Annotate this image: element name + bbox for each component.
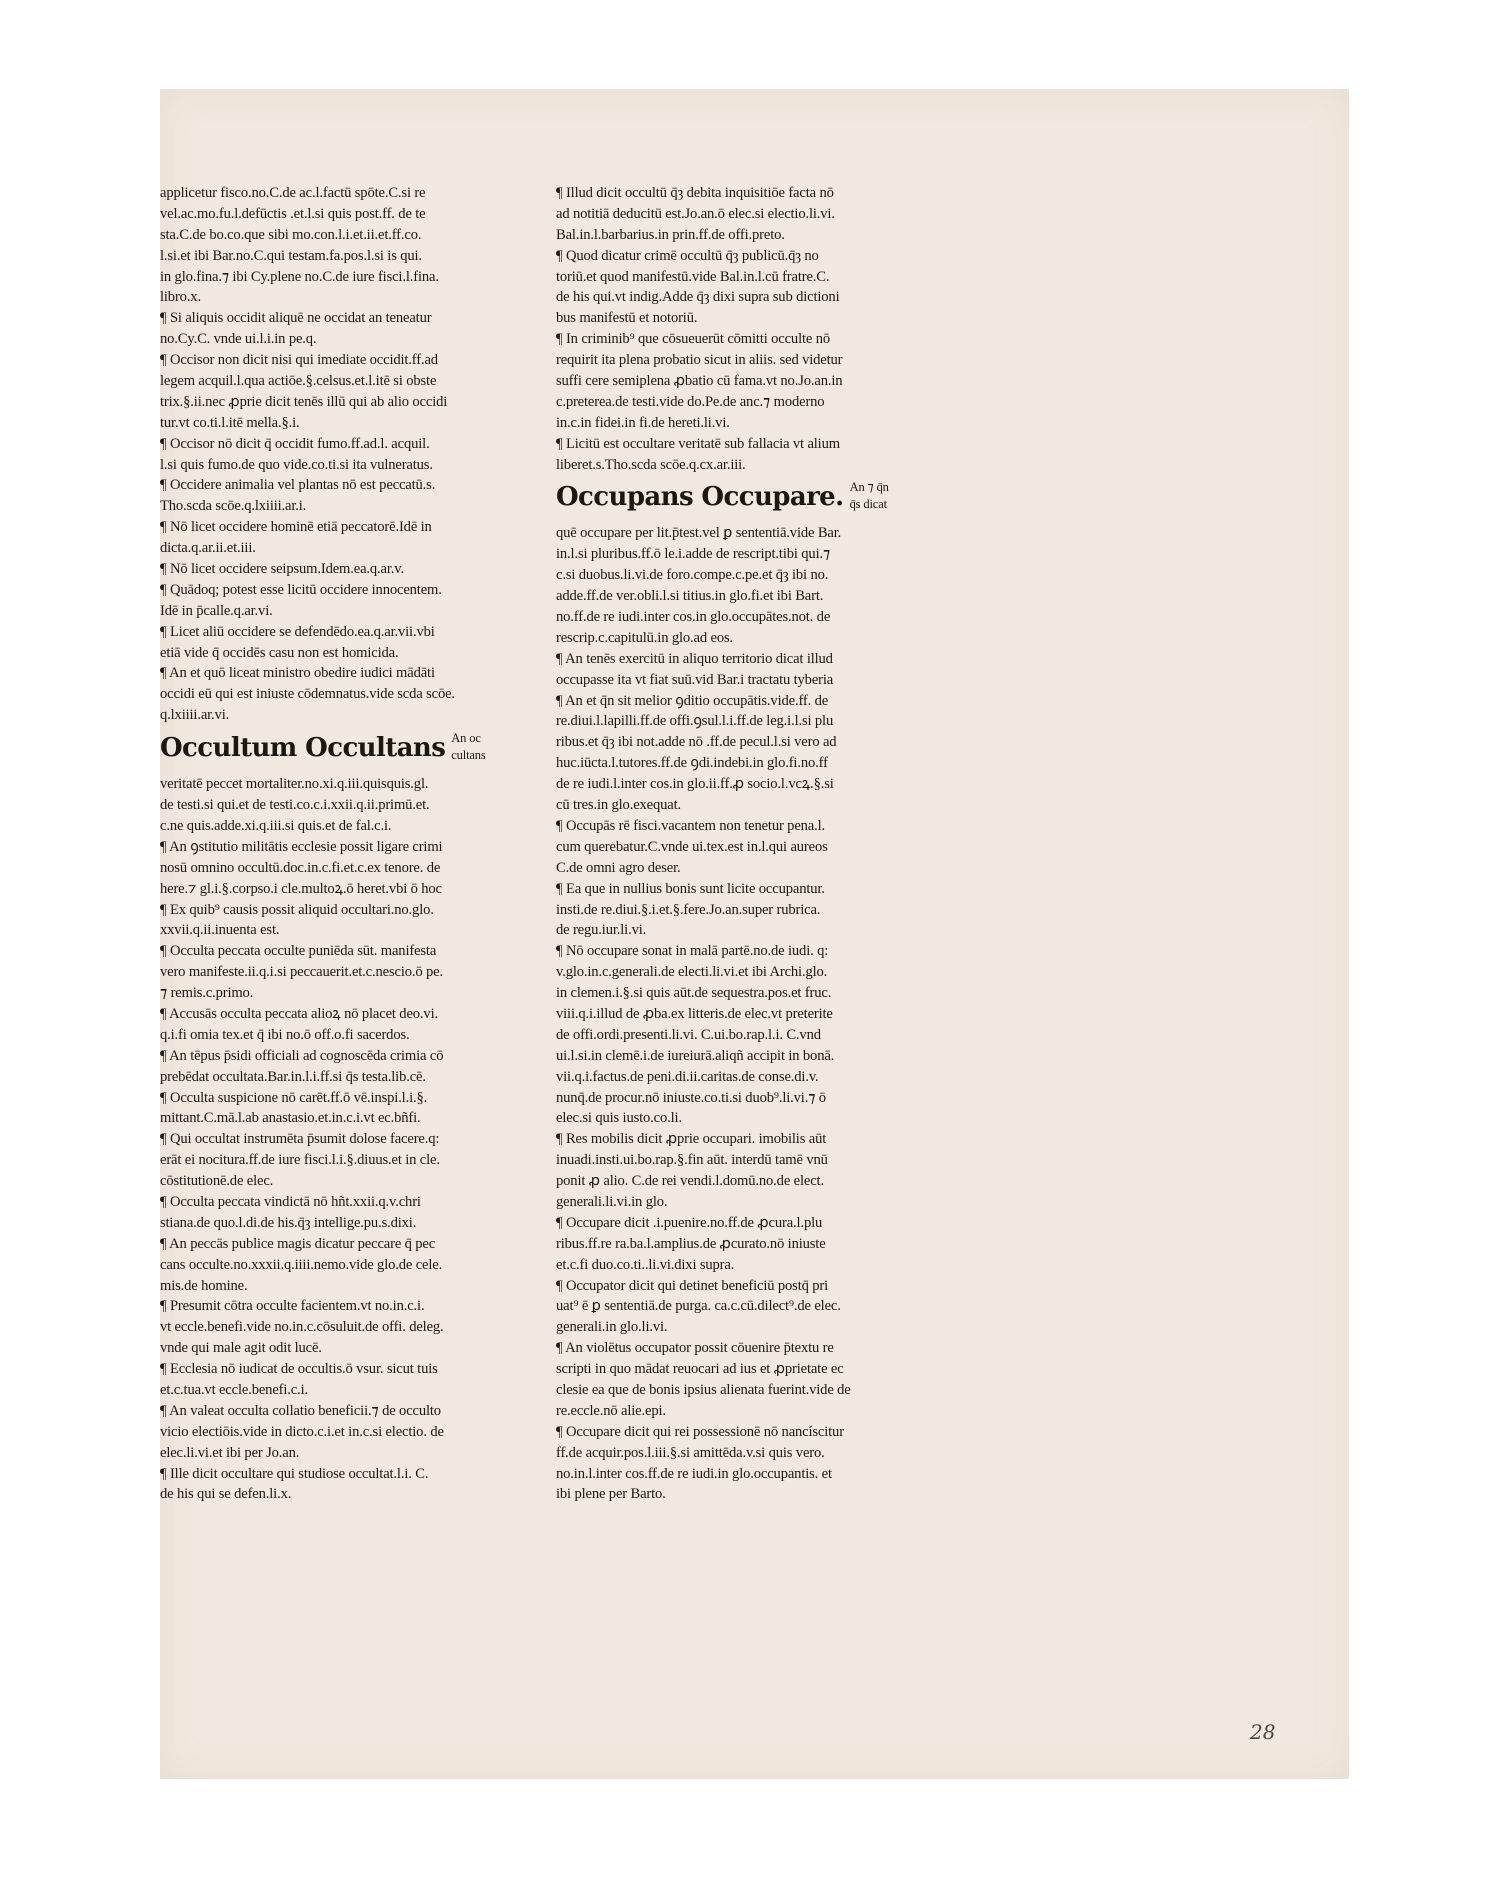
text-line: tur.vt co.ti.l.itē mella.§.i. bbox=[160, 414, 300, 431]
text-line: vnde qui male agit odit lucē. bbox=[160, 1340, 322, 1357]
heading-occultum bbox=[160, 728, 490, 770]
text-line: elec.li.vi.et ibi per Jo.an. bbox=[160, 1444, 300, 1461]
text-line: ¶ Nō licet occidere hominē etiā peccatorē.Idē in bbox=[160, 519, 432, 536]
text-line: requirit ita plena probatio sicut in aliis. sed videtur bbox=[556, 352, 843, 369]
text-line: ¶ Ea que in nullius bonis sunt licite occupantur. bbox=[556, 880, 825, 897]
text-line: veritatē peccet mortaliter.no.xi.q.iii.quisquis.gl. bbox=[160, 776, 429, 793]
text-line: ponit ꝓ alio. C.de rei vendi.l.domū.no.de elect. bbox=[556, 1173, 824, 1190]
text-line: ¶ Occupator dicit qui detinet beneficiū postq̄ pri bbox=[556, 1277, 829, 1294]
text-line: sta.C.de bo.co.que sibi mo.con.l.i.et.ii.et.ff.co. bbox=[160, 226, 422, 243]
text-line: c.preterea.de testi.vide do.Pe.de anc.⁊ moderno bbox=[556, 393, 825, 410]
text-line: in glo.fina.⁊ ibi Cy.plene no.C.de iure fisci.l.fina. bbox=[160, 268, 439, 285]
text-line: ¶ Qui occultat instrumēta p̄sumit dolose facere.q: bbox=[160, 1131, 440, 1148]
text-line: ¶ An tenēs exercitū in aliquo territorio dicat illud bbox=[556, 650, 833, 667]
text-line: ¶ Ex quib⁹ causis possit aliquid occultari.no.glo. bbox=[160, 901, 434, 918]
text-line: ¶ Occisor non dicit nisi qui imediate occidit.ff.ad bbox=[160, 352, 438, 369]
text-line: ¶ Nō licet occidere seipsum.Idem.ea.q.ar.v. bbox=[160, 561, 404, 578]
text-line: etiā vide q̄ occidēs casu non est homicida. bbox=[160, 644, 399, 661]
text-line: de offi.ordi.presenti.li.vi. C.ui.bo.rap.l.i. C.vnd bbox=[556, 1026, 821, 1043]
text-line: de testi.si qui.et de testi.co.c.i.xxii.q.ii.primū.et. bbox=[160, 797, 430, 814]
text-line: elec.si quis iusto.co.li. bbox=[556, 1110, 682, 1127]
text-line: occupasse ita vt fiat suū.vid Bar.i tractatu tyberia bbox=[556, 671, 834, 688]
text-line: cōstitutionē.de elec. bbox=[160, 1173, 274, 1190]
text-line: ui.l.si.in clemē.i.de iureiurā.aliqñ accipit in bonā. bbox=[556, 1047, 835, 1064]
text-line: ribus.et q̄ȝ ibi not.adde nō .ff.de pecul.l.si vero ad bbox=[556, 734, 837, 751]
text-line: liberet.s.Tho.scda scōe.q.cx.ar.iii. bbox=[556, 456, 746, 473]
text-line: mis.de homine. bbox=[160, 1277, 248, 1294]
text-line: ¶ Si aliquis occidit aliquē ne occidat an teneatur bbox=[160, 310, 432, 327]
folio-number: 28 bbox=[1250, 1720, 1276, 1744]
text-line: stiana.de quo.l.di.de his.q̄ȝ intellige.pu.s.dixi. bbox=[160, 1214, 417, 1231]
text-line: ¶ An ꝯstitutio militātis ecclesie possit ligare crimi bbox=[160, 838, 443, 855]
text-line: ¶ Nō occupare sonat in malā partē.no.de iudi. q: bbox=[556, 943, 829, 960]
heading-title: Occultum Occultans bbox=[160, 733, 446, 764]
text-line: q.i.fi omia tex.et q̄ ibi no.ō off.o.fi sacerdos. bbox=[160, 1026, 410, 1043]
text-line: l.si quis fumo.de quo vide.co.ti.si ita vulneratus. bbox=[160, 456, 433, 473]
text-line: ¶ Occulta suspicione nō carēt.ff.ō vē.inspi.l.i.§. bbox=[160, 1089, 428, 1106]
text-line: huc.iūcta.l.tutores.ff.de ꝯdi.indebi.in glo.fi.no.ff bbox=[556, 755, 828, 772]
text-line: in clemen.i.§.si quis aūt.de sequestra.pos.et fruc. bbox=[556, 985, 832, 1002]
text-line: no.Cy.C. vnde ui.l.i.in pe.q. bbox=[160, 331, 317, 348]
text-line: c.ne quis.adde.xi.q.iii.si quis.et de fal.c.i. bbox=[160, 817, 392, 834]
text-line: ¶ Res mobilis dicit ꝓprie occupari. imobilis aūt bbox=[556, 1131, 827, 1148]
heading-side-line: An ⁊ q̄n bbox=[849, 480, 889, 495]
text-line: ⁊ remis.c.primo. bbox=[160, 985, 254, 1002]
text-line: xxvii.q.ii.inuenta est. bbox=[160, 922, 280, 939]
text-line: ¶ An et quō liceat ministro obedire iudici mādāti bbox=[160, 665, 435, 682]
heading-side-line: cultans bbox=[451, 748, 486, 763]
text-line: vel.ac.mo.fu.l.defūctis .et.l.si quis post.ff. de te bbox=[160, 205, 426, 222]
text-line: ¶ Quod dicatur crimē occultū q̄ȝ publicū.q̄ȝ no bbox=[556, 247, 819, 264]
text-line: vicio electiōis.vide in dicto.c.i.et in.c.si electio. de bbox=[160, 1423, 444, 1440]
text-line: cans occulte.no.xxxii.q.iiii.nemo.vide glo.de cele. bbox=[160, 1256, 443, 1273]
text-line: dicta.q.ar.ii.et.iii. bbox=[160, 540, 256, 557]
text-line: ¶ Ille dicit occultare qui studiose occultat.l.i. C. bbox=[160, 1465, 429, 1482]
text-line: ¶ Licet aliū occidere se defendēdo.ea.q.ar.vii.vbi bbox=[160, 623, 435, 640]
text-line: nosū omnino occultū.doc.in.c.fi.et.c.ex tenore. de bbox=[160, 859, 441, 876]
text-line: q.lxiiii.ar.vi. bbox=[160, 707, 230, 724]
text-line: in.c.in fidei.in fi.de hereti.li.vi. bbox=[556, 414, 730, 431]
text-line: cum querebatur.C.vnde ui.tex.est in.l.qui aureos bbox=[556, 838, 828, 855]
right-column bbox=[556, 183, 889, 1505]
text-line: bus manifestū et notoriū. bbox=[556, 310, 698, 327]
text-line: Tho.scda scōe.q.lxiiii.ar.i. bbox=[160, 498, 307, 515]
right-lines-before bbox=[556, 183, 886, 475]
text-line: uat⁹ ē ꝑ sententiā.de purga. ca.c.cū.dilect⁹.de elec. bbox=[556, 1298, 841, 1315]
heading-side-line: q̄s dicat bbox=[849, 497, 887, 512]
text-line: ¶ Occulta peccata vindictā nō hñt.xxii.q.v.chri bbox=[160, 1193, 421, 1210]
text-line: erāt ei nocitura.ff.de iure fisci.l.i.§.diuus.et in cle. bbox=[160, 1152, 440, 1169]
text-line: cū tres.in glo.exequat. bbox=[556, 797, 682, 814]
text-line: applicetur fisco.no.C.de ac.l.factū spōte.C.si re bbox=[160, 185, 426, 201]
text-line: adde.ff.de ver.obli.l.si titius.in glo.fi.et ibi Bart. bbox=[556, 588, 824, 605]
text-line: inuadi.insti.ui.bo.rap.§.fin aūt. interdū tamē vnū bbox=[556, 1152, 828, 1169]
text-line: et.c.fi duo.co.ti..li.vi.dixi supra. bbox=[556, 1256, 735, 1273]
text-line: legem acquil.l.qua actiōe.§.celsus.et.l.itē si obste bbox=[160, 373, 437, 390]
text-line: Idē in p̄calle.q.ar.vi. bbox=[160, 602, 273, 619]
heading-side-text bbox=[850, 477, 889, 513]
text-line: v.glo.in.c.generali.de electi.li.vi.et ibi Archi.glo. bbox=[556, 964, 828, 981]
text-line: ¶ Licitū est occultare veritatē sub fallacia vt alium bbox=[556, 435, 840, 452]
text-line: ¶ Accusās occulta peccata alioꝝ nō placet deo.vi. bbox=[160, 1005, 438, 1022]
heading-title: Occupans Occupare. bbox=[556, 482, 844, 513]
text-line: de his qui se defen.li.x. bbox=[160, 1486, 292, 1503]
text-line: ¶ Ecclesia nō iudicat de occultis.ō vsur. sicut tuis bbox=[160, 1361, 438, 1378]
text-line: ¶ Illud dicit occultū q̄ȝ debita inquisitiōe facta nō bbox=[556, 185, 834, 201]
text-line: ¶ Presumit cōtra occulte facientem.vt no.in.c.i. bbox=[160, 1298, 425, 1315]
text-line: de re iudi.l.inter cos.in glo.ii.ff.ꝓ socio.l.vcꝝ.§.si bbox=[556, 776, 834, 793]
text-line: suffi cere semiplena ꝓbatio cū fama.vt no.Jo.an.in bbox=[556, 373, 843, 390]
text-line: ¶ Occupās rē fisci.vacantem non tenetur pena.l. bbox=[556, 817, 826, 834]
text-line: ff.de acquir.pos.l.iii.§.si amittēda.v.si quis vero. bbox=[556, 1444, 825, 1461]
text-line: ¶ An et q̄n sit melior ꝯditio occupātis.vide.ff. de bbox=[556, 692, 829, 709]
text-line: ¶ Occulta peccata occulte puniēda sūt. manifesta bbox=[160, 943, 437, 960]
text-line: et.c.tua.vt eccle.benefi.c.i. bbox=[160, 1381, 308, 1398]
text-line: no.ff.de re iudi.inter cos.in glo.occupātes.not. de bbox=[556, 609, 831, 626]
text-line: quē occupare per lit.p̄test.vel ꝑ sententiā.vide Bar. bbox=[556, 525, 842, 542]
heading-side-line: An oc bbox=[451, 731, 481, 746]
text-line: insti.de re.diui.§.i.et.§.fere.Jo.an.super rubrica. bbox=[556, 901, 821, 918]
text-line: ibi plene per Barto. bbox=[556, 1486, 666, 1503]
text-line: ¶ Occisor nō dicit q̄ occidit fumo.ff.ad.l. acquil. bbox=[160, 435, 430, 452]
text-line: ¶ Occupare dicit .i.puenire.no.ff.de ꝓcura.l.plu bbox=[556, 1214, 823, 1231]
heading-side-text bbox=[451, 728, 485, 764]
text-line: ad notitiā deducitū est.Jo.an.ō elec.si electio.li.vi. bbox=[556, 205, 835, 222]
text-line: occidi eū qui est iniuste cōdemnatus.vide scda scōe. bbox=[160, 686, 455, 703]
right-lines-after bbox=[556, 523, 886, 1505]
text-line: de regu.iur.li.vi. bbox=[556, 922, 647, 939]
text-line: clesie ea que de bonis ipsius alienata fuerint.vide de bbox=[556, 1381, 851, 1398]
text-line: prebēdat occultata.Bar.in.l.i.ff.si q̄s testa.lib.cē. bbox=[160, 1068, 426, 1085]
text-line: libro.x. bbox=[160, 289, 201, 306]
left-column bbox=[160, 183, 490, 1505]
text-line: de his qui.vt indig.Adde q̄ȝ dixi supra sub dictioni bbox=[556, 289, 840, 306]
text-line: re.diui.l.lapilli.ff.de offi.ꝯsul.l.i.ff.de leg.i.l.si plu bbox=[556, 713, 834, 730]
text-line: Bal.in.l.barbarius.in prin.ff.de offi.preto. bbox=[556, 226, 785, 243]
text-line: re.eccle.nō alie.epi. bbox=[556, 1402, 666, 1419]
text-line: here.⁊ gl.i.§.corpso.i cle.multoꝝ.ō heret.vbi ō hoc bbox=[160, 880, 442, 897]
text-line: in.l.si pluribus.ff.ō le.i.adde de rescript.tibi qui.⁊ bbox=[556, 546, 831, 563]
text-line: no.in.l.inter cos.ff.de re iudi.in glo.occupantis. et bbox=[556, 1465, 832, 1482]
text-line: rescrip.c.capitulū.in glo.ad eos. bbox=[556, 629, 734, 646]
text-line: generali.in glo.li.vi. bbox=[556, 1319, 668, 1336]
text-line: ¶ An valeat occulta collatio beneficii.⁊ de occulto bbox=[160, 1402, 441, 1419]
text-line: vt eccle.benefi.vide no.in.c.cōsuluit.de offi. deleg. bbox=[160, 1319, 444, 1336]
text-line: vero manifeste.ii.q.i.si peccauerit.et.c.nescio.ō pe. bbox=[160, 964, 443, 981]
text-line: ¶ Quādoq; potest esse licitū occidere innocentem. bbox=[160, 581, 442, 598]
text-line: ¶ An peccās publice magis dicatur peccare q̄ pec bbox=[160, 1235, 436, 1252]
text-line: generali.li.vi.in glo. bbox=[556, 1193, 668, 1210]
text-line: viii.q.i.illud de ꝓba.ex litteris.de elec.vt preterite bbox=[556, 1005, 833, 1022]
text-line: c.si duobus.li.vi.de foro.compe.c.pe.et q̄ȝ ibi no. bbox=[556, 567, 829, 584]
text-line: ¶ Occidere animalia vel plantas nō est peccatū.s. bbox=[160, 477, 436, 494]
text-line: C.de omni agro deser. bbox=[556, 859, 681, 876]
text-line: ¶ In criminib⁹ que cōsueuerūt cōmitti occulte nō bbox=[556, 331, 831, 348]
text-line: scripti in quo mādat reuocari ad ius et ꝓprietate ec bbox=[556, 1361, 844, 1378]
text-line: l.si.et ibi Bar.no.C.qui testam.fa.pos.l.si is qui. bbox=[160, 247, 422, 264]
text-line: vii.q.i.factus.de peni.di.ii.caritas.de conse.di.v. bbox=[556, 1068, 819, 1085]
heading-occupans bbox=[556, 477, 889, 519]
left-lines-after bbox=[160, 774, 490, 1505]
text-line: ¶ An violētus occupator possit cōuenire p̄textu re bbox=[556, 1340, 834, 1357]
text-line: ¶ An tēpus p̄sidi officiali ad cognoscēda crimia cō bbox=[160, 1047, 444, 1064]
text-line: nunq̄.de procur.nō iniuste.co.ti.si duob⁹.li.vi.⁊ ō bbox=[556, 1089, 826, 1106]
text-line: mittant.C.mā.l.ab anastasio.et.in.c.i.vt ec.bñfi. bbox=[160, 1110, 421, 1127]
left-lines-before bbox=[160, 183, 490, 726]
text-line: ¶ Occupare dicit qui rei possessionē nō nancíscitur bbox=[556, 1423, 844, 1440]
text-line: toriū.et quod manifestū.vide Bal.in.l.cū fratre.C. bbox=[556, 268, 830, 285]
text-line: ribus.ff.re ra.ba.l.amplius.de ꝓcurato.nō iniuste bbox=[556, 1235, 826, 1252]
text-line: trix.§.ii.nec ꝓprie dicit tenēs illū qui ab alio occidi bbox=[160, 393, 448, 410]
